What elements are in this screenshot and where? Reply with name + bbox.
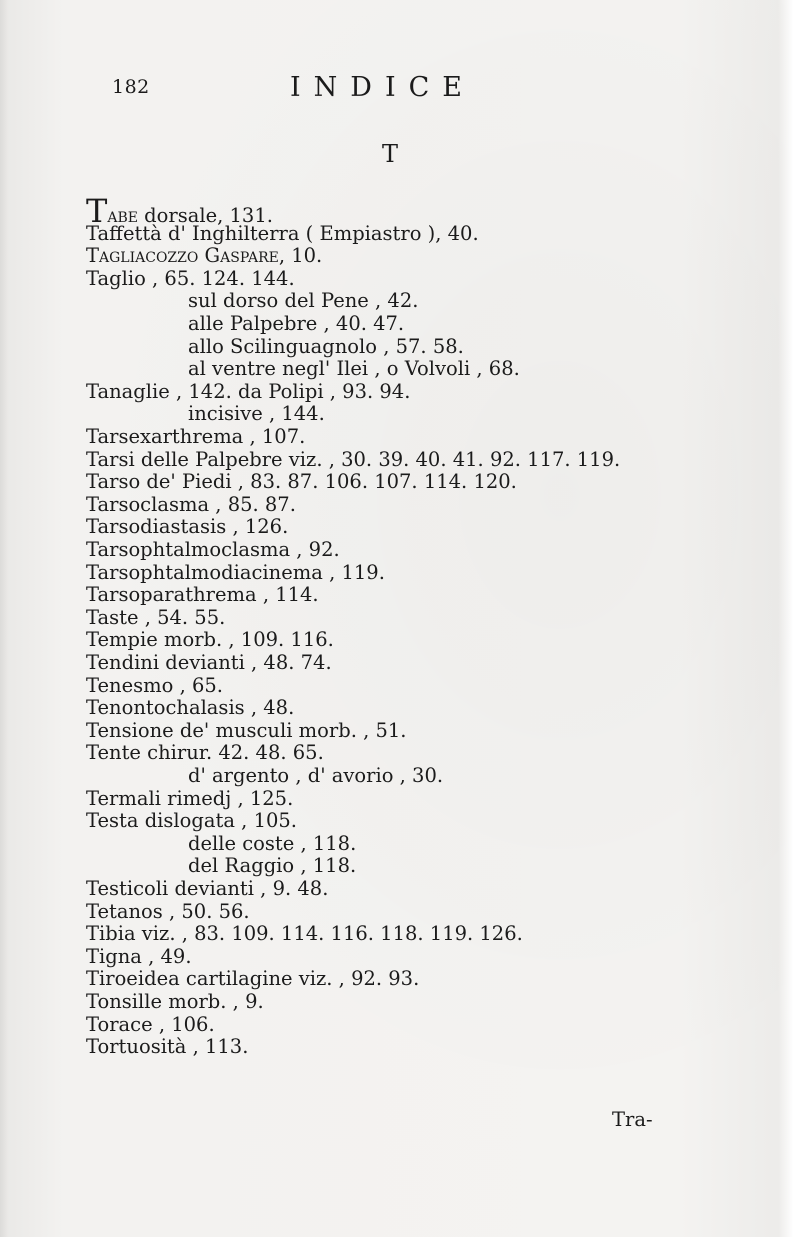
index-entry [86,968,419,990]
entry-text: sul dorso del Pene , 42. [188,289,419,313]
index-entry [86,675,223,697]
entry-text: Tarsophtalmoclasma , 92. [86,538,340,561]
section-letter: T [382,140,399,168]
index-entry [188,833,356,855]
index-entry [188,765,443,787]
index-entry [86,1036,248,1058]
index-entry [86,652,332,674]
index-entry [86,946,192,968]
index-entry [86,584,319,606]
entry-text: delle coste , 118. [188,831,357,855]
entry-text: Tibia viz. , 83. 109. 114. 116. 118. 119. 126. [86,922,523,946]
entry-text: Tendini devianti , 48. 74. [86,651,332,674]
entry-capital: T [86,192,108,230]
entry-text: Tetanos , 50. 56. [86,899,250,923]
index-entry [86,901,250,923]
entry-text: al ventre negl' Ilei , o Volvoli , 68. [188,357,520,381]
index-entry [86,426,305,448]
entry-text: Tarsoclasma , 85. 87. [86,492,296,516]
page-gutter-shadow [0,0,8,1237]
entry-text: dorsale, 131. [137,204,273,227]
entry-text: Testa dislogata , 105. [86,809,297,833]
index-entry [188,336,464,358]
entry-text: Taffettà d' Inghilterra ( Empiastro ), 40. [86,221,479,245]
entry-text: Tensione de' musculi morb. , 51. [86,718,407,742]
entry-text: , 10. [278,244,323,268]
index-entry [86,991,264,1013]
index-entry [86,720,407,742]
entry-text: alle Palpebre , 40. 47. [188,312,405,335]
index-entry [86,742,324,764]
entry-text: Taglio , 65. 124. 144. [86,266,295,290]
index-entry [86,381,410,403]
page-number: 182 [112,76,150,98]
index-entry [86,878,328,900]
index-entry [86,494,296,516]
entry-text: Termali rimedj , 125. [86,786,294,810]
index-entry [86,471,517,493]
index-entry [188,313,404,335]
index-entry [86,1014,215,1036]
entry-text: Tarsodiastasis , 126. [86,515,289,539]
index-entry [188,855,356,877]
entry-text: Testicoli devianti , 9. 48. [86,877,329,900]
entry-text: allo Scilinguagnolo , 57. 58. [188,334,464,358]
index-entry [86,788,293,810]
entry-text: Tenesmo , 65. [86,673,223,697]
entry-text: del Raggio , 118. [188,854,357,878]
index-entry [86,607,225,629]
page-edge [778,0,800,1237]
running-header: INDICE [290,72,475,103]
index-entry [188,403,325,425]
entry-text: Torace , 106. [86,1012,215,1036]
index-entry [86,223,479,245]
entry-text: Taste , 54. 55. [86,605,226,629]
entry-text: Tigna , 49. [86,944,192,968]
entry-text: Tarsophtalmodiacinema , 119. [86,560,385,584]
index-entry [86,629,334,651]
entry-text: Tonsille morb. , 9. [86,990,264,1013]
entry-text: Tarsi delle Palpebre viz. , 30. 39. 40. 41. 92. 117. 119. [86,447,621,471]
entry-text: Tarsexarthrema , 107. [86,425,306,448]
index-entry [86,268,295,290]
index-entry [86,245,322,267]
index-entry [188,358,520,380]
entry-text: d' argento , d' avorio , 30. [188,764,444,787]
index-entry [86,539,340,561]
index-entry [188,290,418,312]
index-entry [86,810,297,832]
entry-text: Tempie morb. , 109. 116. [86,628,334,652]
index-entry [86,697,294,719]
index-entry [86,449,620,471]
entry-text: Tanaglie , 142. da Polipi , 93. 94. [86,379,411,403]
catchword: Tra- [612,1108,653,1131]
entry-text: incisive , 144. [188,402,325,426]
entry-text: Tarsoparathrema , 114. [86,583,319,607]
entry-proper-name: Tagliacozzo Gaspare [86,244,279,268]
index-entry [86,923,523,945]
entry-head: abe [107,204,138,227]
entry-text: Tenontochalasis , 48. [86,696,295,720]
index-entry [86,516,288,538]
index-entry [86,562,385,584]
entry-text: Tortuosità , 113. [86,1035,249,1059]
entry-text: Tiroeidea cartilagine viz. , 92. 93. [86,967,420,991]
entry-text: Tente chirur. 42. 48. 65. [86,741,324,765]
entry-text: Tarso de' Piedi , 83. 87. 106. 107. 114. 120. [86,470,517,494]
